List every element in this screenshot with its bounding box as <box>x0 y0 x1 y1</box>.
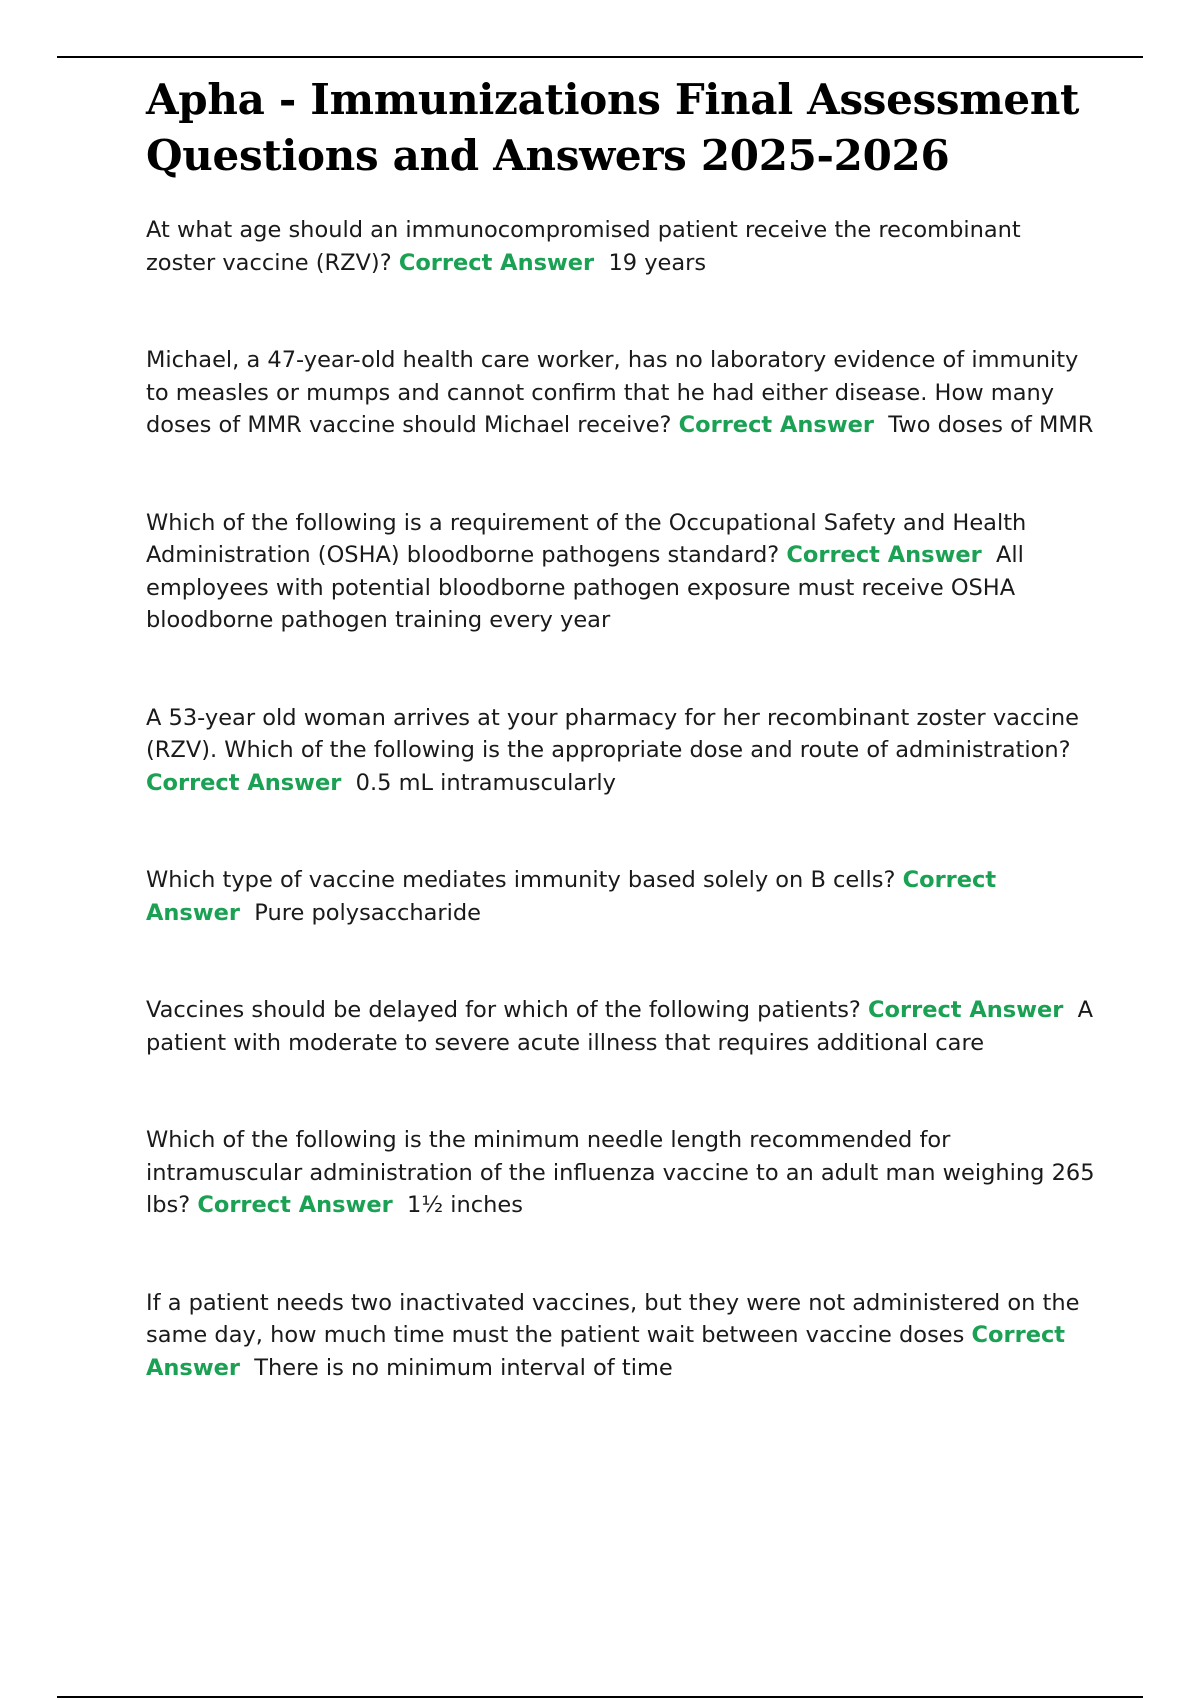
qa-item <box>146 344 1096 442</box>
correct-answer-label: Correct Answer <box>146 867 997 926</box>
qa-item <box>146 994 1096 1059</box>
qa-item <box>146 864 1096 929</box>
correct-answer-label: Correct Answer <box>146 1322 1066 1381</box>
answer-text: Two doses of MMR <box>888 412 1094 438</box>
question-text: Michael, a 47-year-old health care worker, has no laboratory evidence of immunity to measles or mumps and cannot confirm that he had either disease. How many doses of MMR vaccine should Michael receive? <box>146 347 1079 438</box>
qa-item <box>146 1124 1096 1222</box>
correct-answer-label: Correct Answer <box>678 412 874 438</box>
answer-text: 1½ inches <box>407 1192 523 1218</box>
question-text: At what age should an immunocompromised patient receive the recombinant zoster vaccine (RZV)? <box>146 217 1021 276</box>
question-text: If a patient needs two inactivated vaccines, but they were not administered on the same day, how much time must the patient wait between vaccine doses <box>146 1289 1080 1348</box>
question-text: Which of the following is a requirement of the Occupational Safety and Health Administration (OSHA) bloodborne pathogens standard? <box>146 509 1027 568</box>
qa-item <box>146 702 1096 800</box>
document-title: Apha - Immunizations Final Assessment Questions and Answers 2025-2026 <box>146 75 1080 180</box>
correct-answer-label: Correct Answer <box>786 542 982 568</box>
correct-answer-label: Correct Answer <box>146 769 342 796</box>
question-text: Vaccines should be delayed for which of the following patients? <box>146 997 861 1023</box>
answer-text: 19 years <box>608 249 707 276</box>
qa-item <box>146 507 1096 637</box>
answer-text: All employees with potential bloodborne pathogen exposure must receive OSHA bloodborne pathogen training every year <box>146 542 1024 633</box>
bottom-divider <box>57 1696 1143 1698</box>
question-text: Which type of vaccine mediates immunity based solely on B cells? <box>146 867 896 893</box>
top-divider <box>57 56 1143 58</box>
qa-item <box>146 1287 1096 1385</box>
qa-item <box>146 214 1096 279</box>
correct-answer-label: Correct Answer <box>197 1192 393 1218</box>
answer-text: There is no minimum interval of time <box>254 1354 673 1381</box>
correct-answer-label: Correct Answer <box>868 997 1064 1023</box>
answer-text: 0.5 mL intramuscularly <box>355 769 616 796</box>
document-body <box>146 72 1106 1449</box>
question-text: A 53-year old woman arrives at your pharmacy for her recombinant zoster vaccine (RZV). Which of the following is the appropriate dose and route of administration? <box>146 704 1080 763</box>
question-text: Which of the following is the minimum needle length recommended for intramuscular administration of the influenza vaccine to an adult man weighing 265 lbs? <box>146 1127 1095 1218</box>
answer-text: A patient with moderate to severe acute illness that requires additional care <box>146 997 1094 1056</box>
answer-text: Pure polysaccharide <box>254 899 482 926</box>
correct-answer-label: Correct Answer <box>398 249 595 276</box>
